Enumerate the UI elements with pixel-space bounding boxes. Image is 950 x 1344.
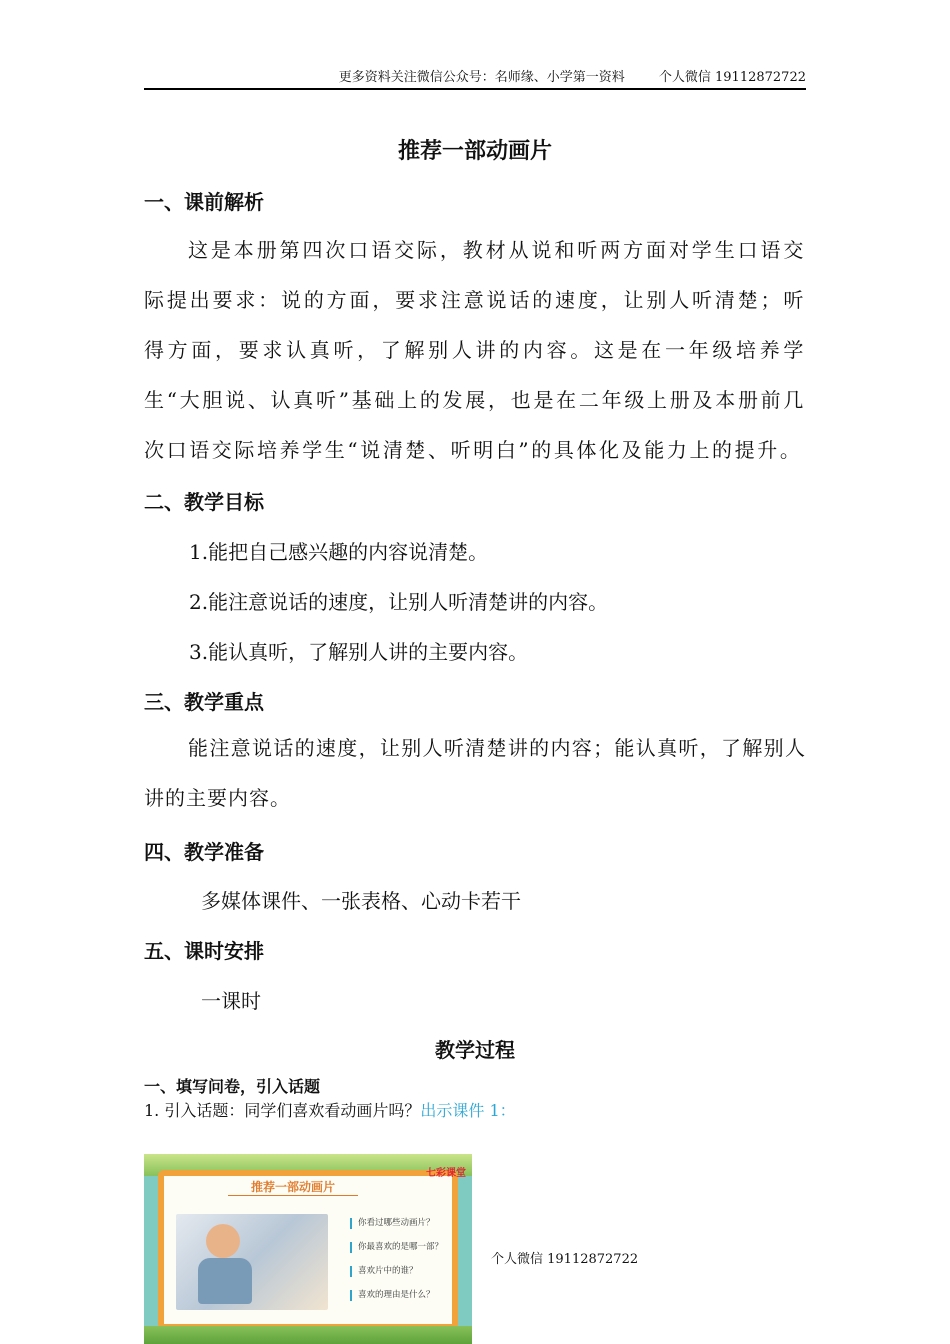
goal-item-2: 2.能注意说话的速度，让别人听清楚讲的内容。	[189, 590, 609, 614]
slide-title: 推荐一部动画片	[228, 1178, 358, 1196]
process-title: 教学过程	[435, 1038, 515, 1062]
section-heading-2: 二、教学目标	[144, 490, 264, 514]
grass-decoration-bottom	[144, 1326, 472, 1344]
slide-question-1: 你看过哪些动画片？	[350, 1218, 435, 1229]
section-heading-5: 五、课时安排	[144, 939, 264, 963]
process-intro-text: 1. 引入话题：同学们喜欢看动画片吗？	[144, 1101, 421, 1120]
section-body-3: 能注意说话的速度，让别人听清楚讲的内容；能认真听，了解别人讲的主要内容。	[144, 736, 806, 810]
section-body-5: 一课时	[201, 989, 261, 1013]
header-text-public: 更多资料关注微信公众号：名师缘、小学第一资料	[338, 70, 625, 85]
courseware-slide-image	[144, 1154, 472, 1344]
section-body-1: 这是本册第四次口语交际，教材从说和听两方面对学生口语交际提出要求：说的方面，要求注意说话的速度，让别人听清楚；听得方面，要求认真听，了解别人讲的内容。这是在一年级培养学生“大胆说、认真听”基础上的发展，也是在二年级上册及本册前几次口语交际培养学生“说清楚、听明白”的具体化及能力上的提升。	[144, 238, 806, 462]
process-step-1: 一、填写问卷，引入话题	[144, 1077, 321, 1096]
section-heading-1: 一、课前解析	[144, 190, 264, 214]
goal-item-3: 3.能认真听，了解别人讲的主要内容。	[189, 640, 529, 664]
child-body	[198, 1258, 252, 1304]
page-title: 推荐一部动画片	[397, 138, 552, 164]
slide-question-4: 喜欢的理由是什么？	[350, 1290, 435, 1301]
header-text-wechat: 个人微信 19112872722	[658, 70, 806, 85]
side-note-wechat: 个人微信 19112872722	[491, 1252, 639, 1267]
slide-question-3: 喜欢片中的谁？	[350, 1266, 418, 1277]
child-face	[206, 1224, 240, 1258]
section-heading-4: 四、教学准备	[144, 840, 264, 864]
page-header	[144, 66, 806, 90]
slide-question-2: 你最喜欢的是哪一部？	[350, 1242, 443, 1253]
section-body-4: 多媒体课件、一张表格、心动卡若干	[201, 889, 521, 913]
section-heading-3: 三、教学重点	[144, 690, 264, 714]
child-photo	[176, 1214, 328, 1310]
courseware-link[interactable]: 出示课件 1：	[420, 1101, 516, 1120]
goal-item-1: 1.能把自己感兴趣的内容说清楚。	[189, 540, 489, 564]
slide-logo: 七彩课堂	[426, 1168, 466, 1179]
process-intro	[144, 1098, 516, 1121]
